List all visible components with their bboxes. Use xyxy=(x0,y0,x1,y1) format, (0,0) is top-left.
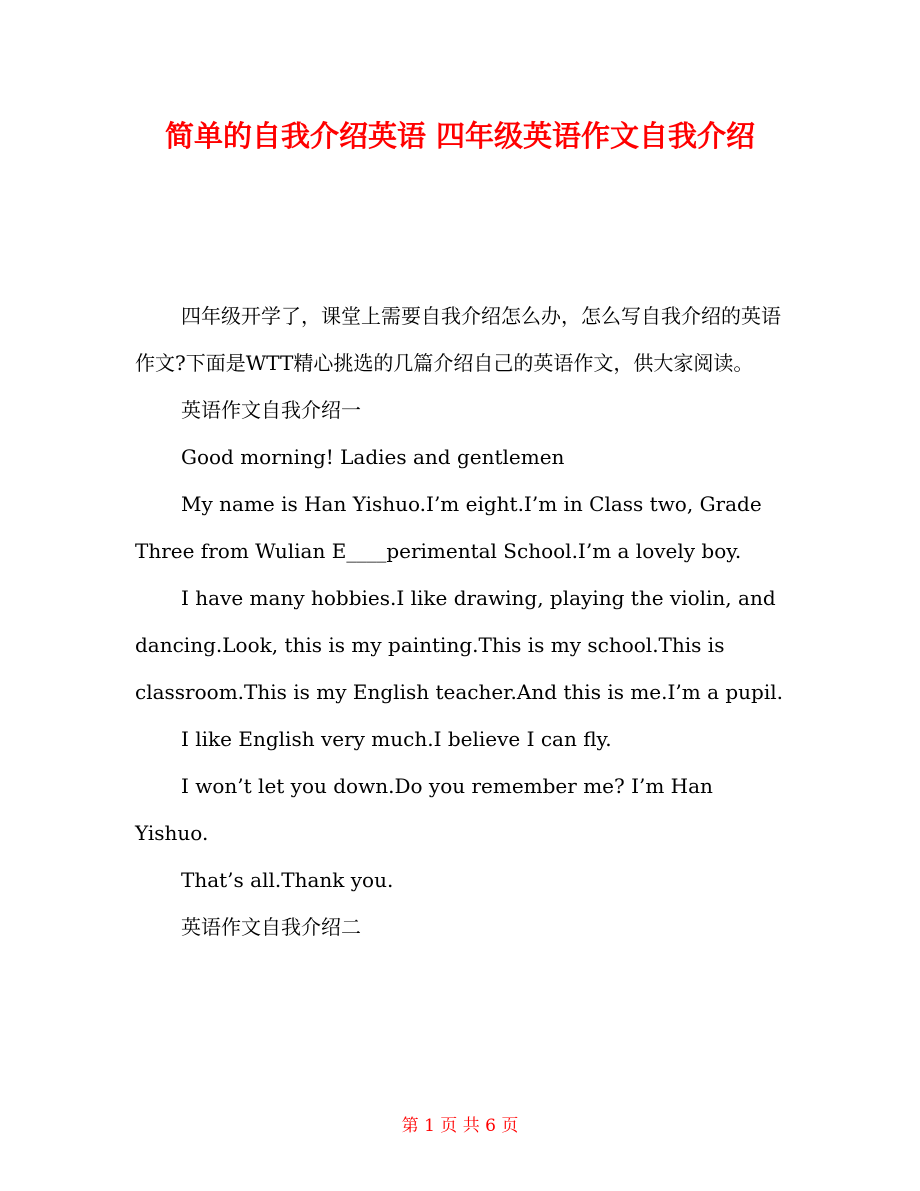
english-paragraph: I like English very much.I believe I can fly. xyxy=(181,727,612,751)
name-paragraph: My name is Han Yishuo.I’m eight.I’m in Class two, Grade Three from Wulian E____perimental School.I’m a lovely boy. xyxy=(135,492,762,563)
section-heading-2: 英语作文自我介绍二 xyxy=(181,915,361,939)
intro-paragraph: 四年级开学了，课堂上需要自我介绍怎么办，怎么写自我介绍的英语作文?下面是WTT精心挑选的几篇介绍自己的英语作文，供大家阅读。 xyxy=(135,304,781,375)
remember-paragraph: I won’t let you down.Do you remember me? I’m Han Yishuo. xyxy=(135,774,713,845)
hobbies-paragraph: I have many hobbies.I like drawing, playing the violin, and dancing.Look, this is my painting.This is my school.This is classroom.This is my English teacher.And this is me.I’m a pupil. xyxy=(135,586,783,704)
greeting-paragraph: Good morning! Ladies and gentlemen xyxy=(181,445,565,469)
document-body xyxy=(135,293,785,951)
page-number-footer: 第 1 页 共 6 页 xyxy=(401,1116,519,1136)
section-heading-1: 英语作文自我介绍一 xyxy=(181,398,361,422)
closing-paragraph: That’s all.Thank you. xyxy=(181,868,394,892)
page-title: 简单的自我介绍英语 四年级英语作文自我介绍 xyxy=(164,119,756,153)
